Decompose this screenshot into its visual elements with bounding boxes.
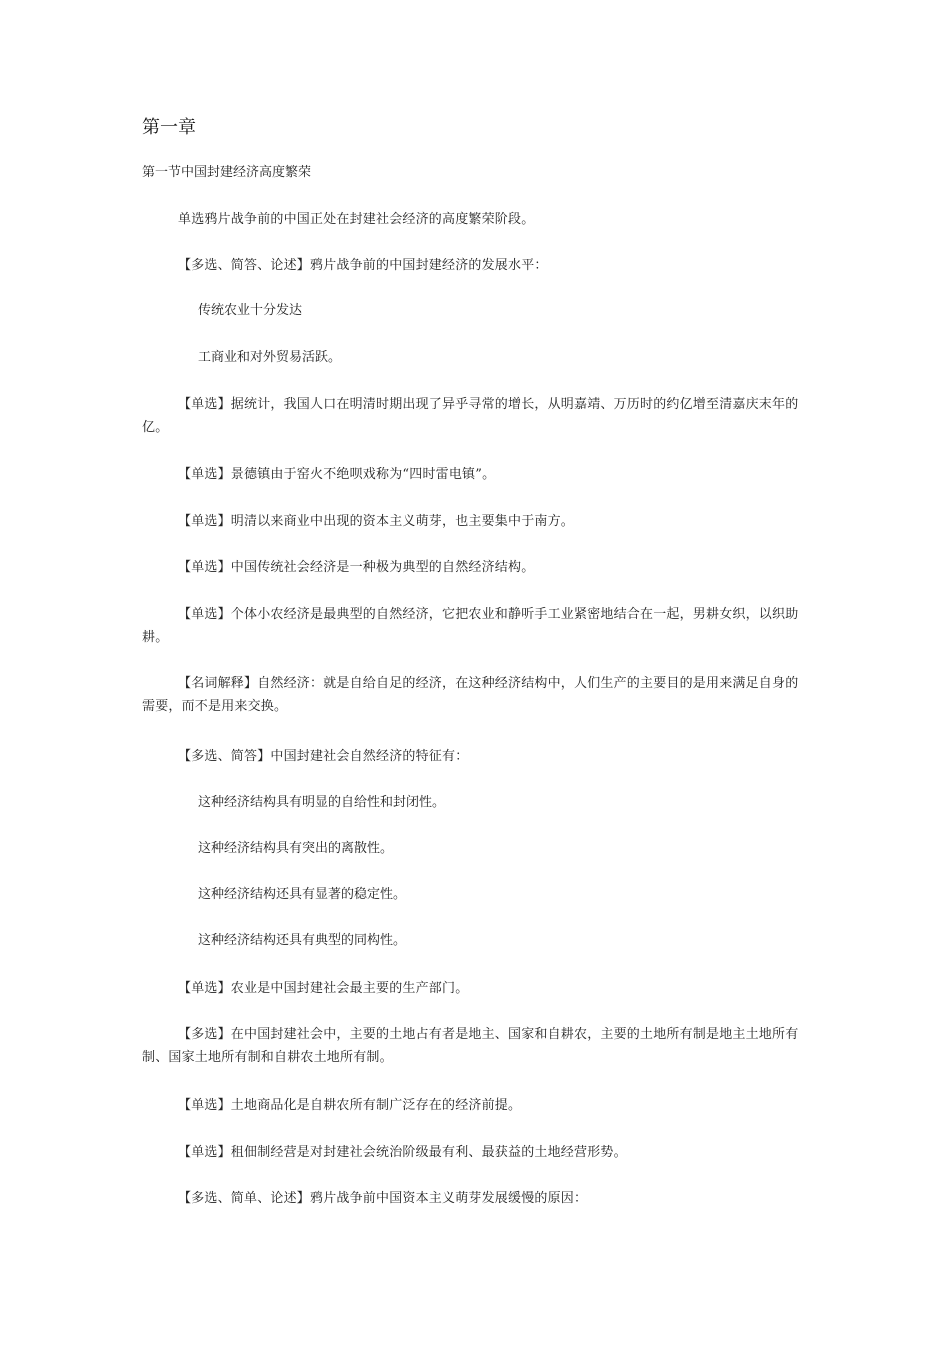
list-item: 这种经济结构具有明显的自给性和封闭性。 [198,795,446,810]
list-item: 这种经济结构还具有显著的稳定性。 [198,887,407,902]
paragraph: 【单选】据统计，我国人口在明清时期出现了异乎寻常的增长，从明嘉靖、万历时的约亿增至清嘉庆末年的亿。 [142,397,799,435]
paragraph: 【单选】中国传统社会经济是一种极为典型的自然经济结构。 [178,560,535,575]
list-item: 工商业和对外贸易活跃。 [198,350,342,365]
chapter-title: 第一章 [142,117,196,138]
paragraph: 【单选】明清以来商业中出现的资本主义萌芽，也主要集中于南方。 [178,514,575,529]
paragraph: 【单选】农业是中国封建社会最主要的生产部门。 [178,981,469,996]
list-item: 传统农业十分发达 [198,303,303,318]
paragraph: 【多选、简答】中国封建社会自然经济的特征有： [178,749,469,764]
paragraph: 【多选、简单、论述】鸦片战争前中国资本主义萌芽发展缓慢的原因： [178,1191,588,1206]
paragraph: 【多选、简答、论述】鸦片战争前的中国封建经济的发展水平： [178,258,548,273]
section-title: 第一节中国封建经济高度繁荣 [142,165,312,180]
paragraph: 【单选】租佃制经营是对封建社会统治阶级最有利、最获益的土地经营形势。 [178,1145,627,1160]
paragraph: 【单选】土地商品化是自耕农所有制广泛存在的经济前提。 [178,1098,522,1113]
paragraph: 【单选】景德镇由于窑火不绝呗戏称为“四时雷电镇”。 [178,467,496,482]
paragraph: 【单选】个体小农经济是最典型的自然经济，它把农业和静听手工业紧密地结合在一起，男耕女织，以织助耕。 [142,607,799,645]
list-item: 这种经济结构还具有典型的同构性。 [198,933,407,948]
list-item: 这种经济结构具有突出的离散性。 [198,841,394,856]
paragraph: 【名词解释】自然经济：就是自给自足的经济，在这种经济结构中，人们生产的主要目的是用来满足自身的需要，而不是用来交换。 [142,676,799,714]
paragraph: 【多选】在中国封建社会中，主要的土地占有者是地主、国家和自耕农，主要的土地所有制是地主土地所有制、国家土地所有制和自耕农土地所有制。 [142,1027,799,1065]
paragraph: 单选鸦片战争前的中国正处在封建社会经济的高度繁荣阶段。 [178,212,535,227]
